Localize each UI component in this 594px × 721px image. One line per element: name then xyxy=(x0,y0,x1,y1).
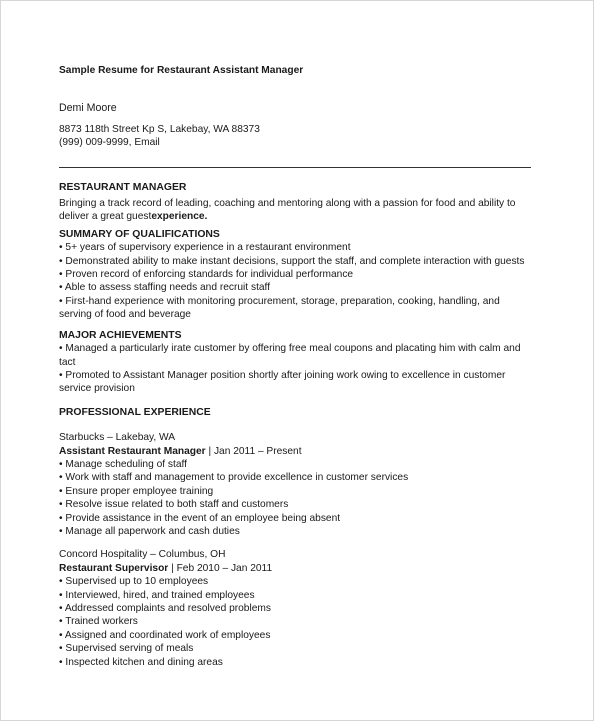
objective-heading: RESTAURANT MANAGER xyxy=(59,181,187,193)
list-item: • 5+ years of supervisory experience in a restaurant environment xyxy=(59,241,531,254)
list-item: • Managed a particularly irate customer by offering free meal coupons and placating him with calm and tact xyxy=(59,342,531,369)
list-item: • Proven record of enforcing standards for individual performance xyxy=(59,268,531,281)
job-company: Concord Hospitality – Columbus, OH xyxy=(59,549,226,561)
list-item: • Supervised serving of meals xyxy=(59,642,531,655)
job-role-line xyxy=(59,562,531,575)
job-role-line xyxy=(59,445,531,458)
objective-text xyxy=(59,197,531,224)
list-item: • Manage all paperwork and cash duties xyxy=(59,525,531,538)
objective-bold-tail: experience. xyxy=(151,211,208,223)
experience-heading: PROFESSIONAL EXPERIENCE xyxy=(59,406,211,418)
job-duties-list xyxy=(59,575,531,669)
address-line: 8873 118th Street Kp S, Lakebay, WA 88373 xyxy=(59,123,260,135)
job-dates: | Feb 2010 – Jan 2011 xyxy=(168,562,273,574)
job-duties-list xyxy=(59,458,531,538)
list-item: • Assigned and coordinated work of employees xyxy=(59,629,531,642)
list-item: • Ensure proper employee training xyxy=(59,485,531,498)
achievements-list xyxy=(59,342,531,396)
header-divider xyxy=(59,167,531,168)
achievements-heading: MAJOR ACHIEVEMENTS xyxy=(59,329,182,341)
list-item: • Inspected kitchen and dining areas xyxy=(59,656,531,669)
list-item: • Provide assistance in the event of an employee being absent xyxy=(59,512,531,525)
job-dates: | Jan 2011 – Present xyxy=(205,445,302,457)
qualifications-heading: SUMMARY OF QUALIFICATIONS xyxy=(59,228,220,240)
list-item: • Work with staff and management to provide excellence in customer services xyxy=(59,471,531,484)
candidate-name: Demi Moore xyxy=(59,102,117,115)
list-item: • Interviewed, hired, and trained employees xyxy=(59,589,531,602)
list-item: • Manage scheduling of staff xyxy=(59,458,531,471)
job-company: Starbucks – Lakebay, WA xyxy=(59,432,176,444)
objective-body: Bringing a track record of leading, coaching and mentoring along with a passion for food and ability to deliver a great guest xyxy=(59,198,516,223)
list-item: • Able to assess staffing needs and recruit staff xyxy=(59,281,531,294)
list-item: • Demonstrated ability to make instant decisions, support the staff, and complete interaction with guests xyxy=(59,255,531,268)
list-item: • First-hand experience with monitoring procurement, storage, preparation, cooking, handling, and serving of food and beverage xyxy=(59,295,531,322)
list-item: • Promoted to Assistant Manager position shortly after joining work owing to excellence in customer service provision xyxy=(59,369,531,396)
document-title: Sample Resume for Restaurant Assistant Manager xyxy=(59,65,304,76)
phone-email-line: (999) 009-9999, Email xyxy=(59,137,160,149)
list-item: • Supervised up to 10 employees xyxy=(59,575,531,588)
resume-content xyxy=(59,64,531,669)
job-title: Restaurant Supervisor xyxy=(59,562,169,574)
list-item: • Trained workers xyxy=(59,615,531,628)
qualifications-list xyxy=(59,241,531,321)
list-item: • Addressed complaints and resolved problems xyxy=(59,602,531,615)
job-title: Assistant Restaurant Manager xyxy=(59,445,206,457)
list-item: • Resolve issue related to both staff and customers xyxy=(59,498,531,511)
